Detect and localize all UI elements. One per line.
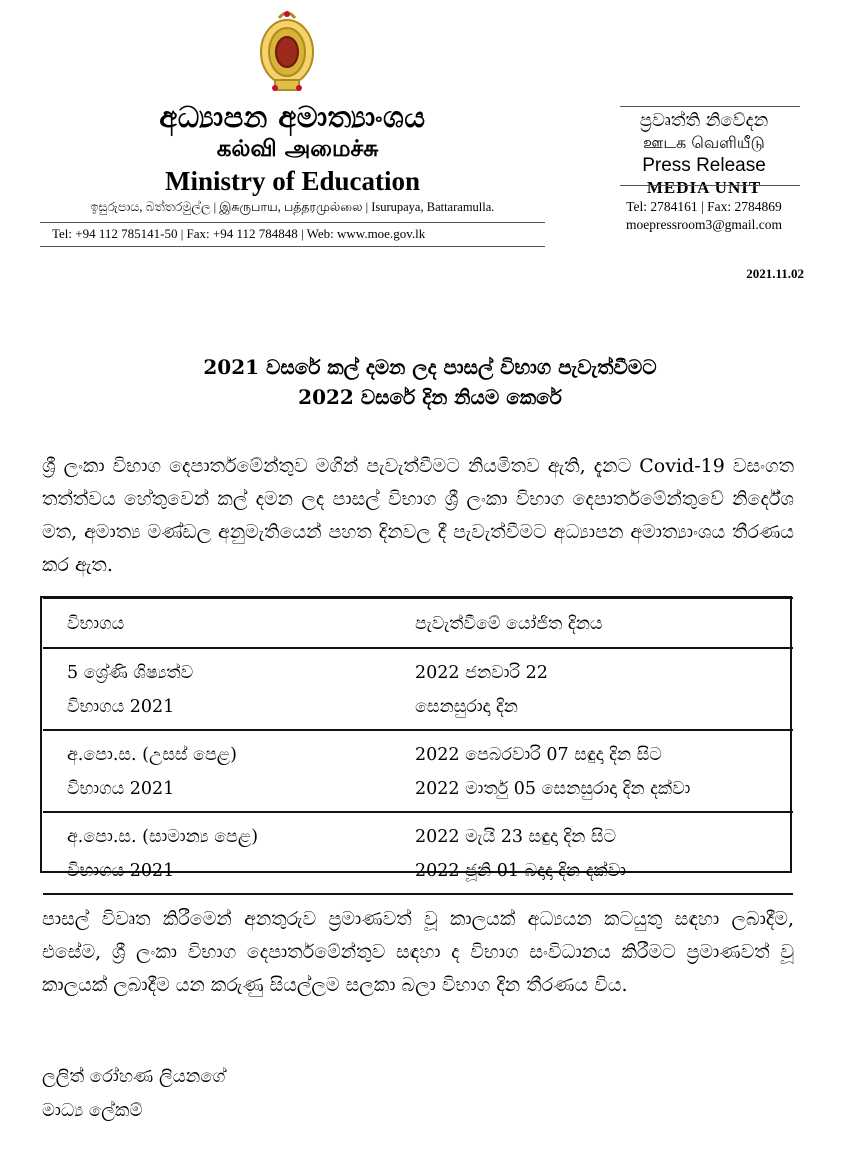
exam-cell [43,730,391,812]
date-cell [391,812,793,894]
header-divider [40,246,545,247]
press-release-tamil: ஊடக வெளியீடு [643,133,765,152]
ministry-header [40,100,545,216]
date-end: 2022 මාර්තු 05 සෙනසුරාදා දින දක්වා [415,779,691,799]
press-release-english: Press Release [642,155,766,176]
table-header-row [43,598,793,648]
table-row [43,648,793,730]
exam-year: විභාගය 2021 [67,861,175,881]
date-cell [391,648,793,730]
exam-name: 5 ශ්‍රේණි ශිෂ්‍යත්ව [67,663,194,683]
date-start: 2022 මැයි 23 සඳුදා දින සිට [415,827,617,847]
signatory-name: ලලිත් රෝහණ ලියනගේ [42,1066,226,1087]
date-start: 2022 පෙබරවාරි 07 සඳුදා දින සිට [415,745,662,765]
table-row [43,812,793,894]
signatory-role: මාධ්‍ය ලේකම් [42,1100,143,1121]
table-row [43,730,793,812]
exam-year: විභාගය 2021 [67,697,175,717]
exam-year: විභාගය 2021 [67,779,175,799]
press-release-sinhala: ප්‍රවෘත්ති නිවේදන [639,110,769,131]
media-contact: Tel: 2784161 | Fax: 2784869 [626,199,782,214]
page-title [80,352,780,412]
exam-name: අ.පො.ස. (සාමාන්‍ය පෙළ) [67,827,259,847]
body-paragraph: ශ්‍රී ලංකා විභාග දෙපාර්තමේන්තුව මගින් පැවැත්වීමට නියමිතව ඇති, දැනට Covid-19 වසංගත තත්ත්වය හේතුවෙන් කල් දමන ලද පාසල් විභාග ශ්‍රී ලංකා විභාග දෙපාර්තමේන්තුවේ නිර්දේශ මත, අමාත්‍ය මණ්ඩල අනුමැතියෙන් පහත දිනවල දී පැවැත්වීමට අධ්‍යාපන අමාත්‍යාංශය තීරණය කර ඇත. [42,455,794,576]
ministry-address: ඉසුරුපාය, බත්තරමුල්ල | இசுருபாய, பத்தரமுல்லை | Isurupaya, Battaramulla. [90,200,495,214]
title-line-1: 2021 වසරේ කල් දමන ලද පාසල් විභාග පැවැත්වීමට [203,355,657,379]
date-end: සෙනසුරාදා දින [415,697,518,717]
ministry-name-tamil: கல்வி அமைச்சு [216,135,379,162]
title-line-2: 2022 වසරේ දින නියම කෙරේ [298,385,562,409]
header-divider [40,222,545,223]
body-paragraph: පාසල් විවෘත කිරීමෙන් අනතුරුව ප්‍රමාණවත් වූ කාලයක් අධ්‍යයන කටයුතු සඳහා ලබාදීම, එසේම, ශ්‍රී ලංකා විභාග දෙපාර්තමේන්තුව සඳහා ද විභාග සංවිධානය කිරීමට ප්‍රමාණවත් වූ කාලයක් ලබාදීම යන කරුණු සියල්ලම සලකා බලා විභාග දින තීරණය විය. [42,908,794,996]
date-start: 2022 ජනවාරි 22 [415,663,548,683]
press-divider [620,185,800,186]
press-release-block [604,106,804,234]
ministry-name-sinhala: අධ්‍යාපන අමාත්‍යාංශය [159,100,426,134]
media-unit: MEDIA UNIT [646,178,762,197]
date-end: 2022 ජූනි 01 බදාදා දින දක්වා [415,861,627,881]
release-date: 2021.11.02 [746,266,804,281]
exam-schedule-table [43,597,793,895]
column-header-date: පැවැත්වීමේ යෝජිත දිනය [391,598,793,648]
date-cell [391,730,793,812]
national-emblem-icon [255,8,319,94]
exam-cell [43,812,391,894]
ministry-contact: Tel: +94 112 785141-50 | Fax: +94 112 784848 | Web: www.moe.gov.lk [52,226,426,241]
column-header-exam: විභාගය [43,598,391,648]
ministry-name-english: Ministry of Education [164,166,420,196]
exam-cell [43,648,391,730]
media-email: moepressroom3@gmail.com [625,217,783,232]
exam-name: අ.පො.ස. (උසස් පෙළ) [67,745,237,765]
